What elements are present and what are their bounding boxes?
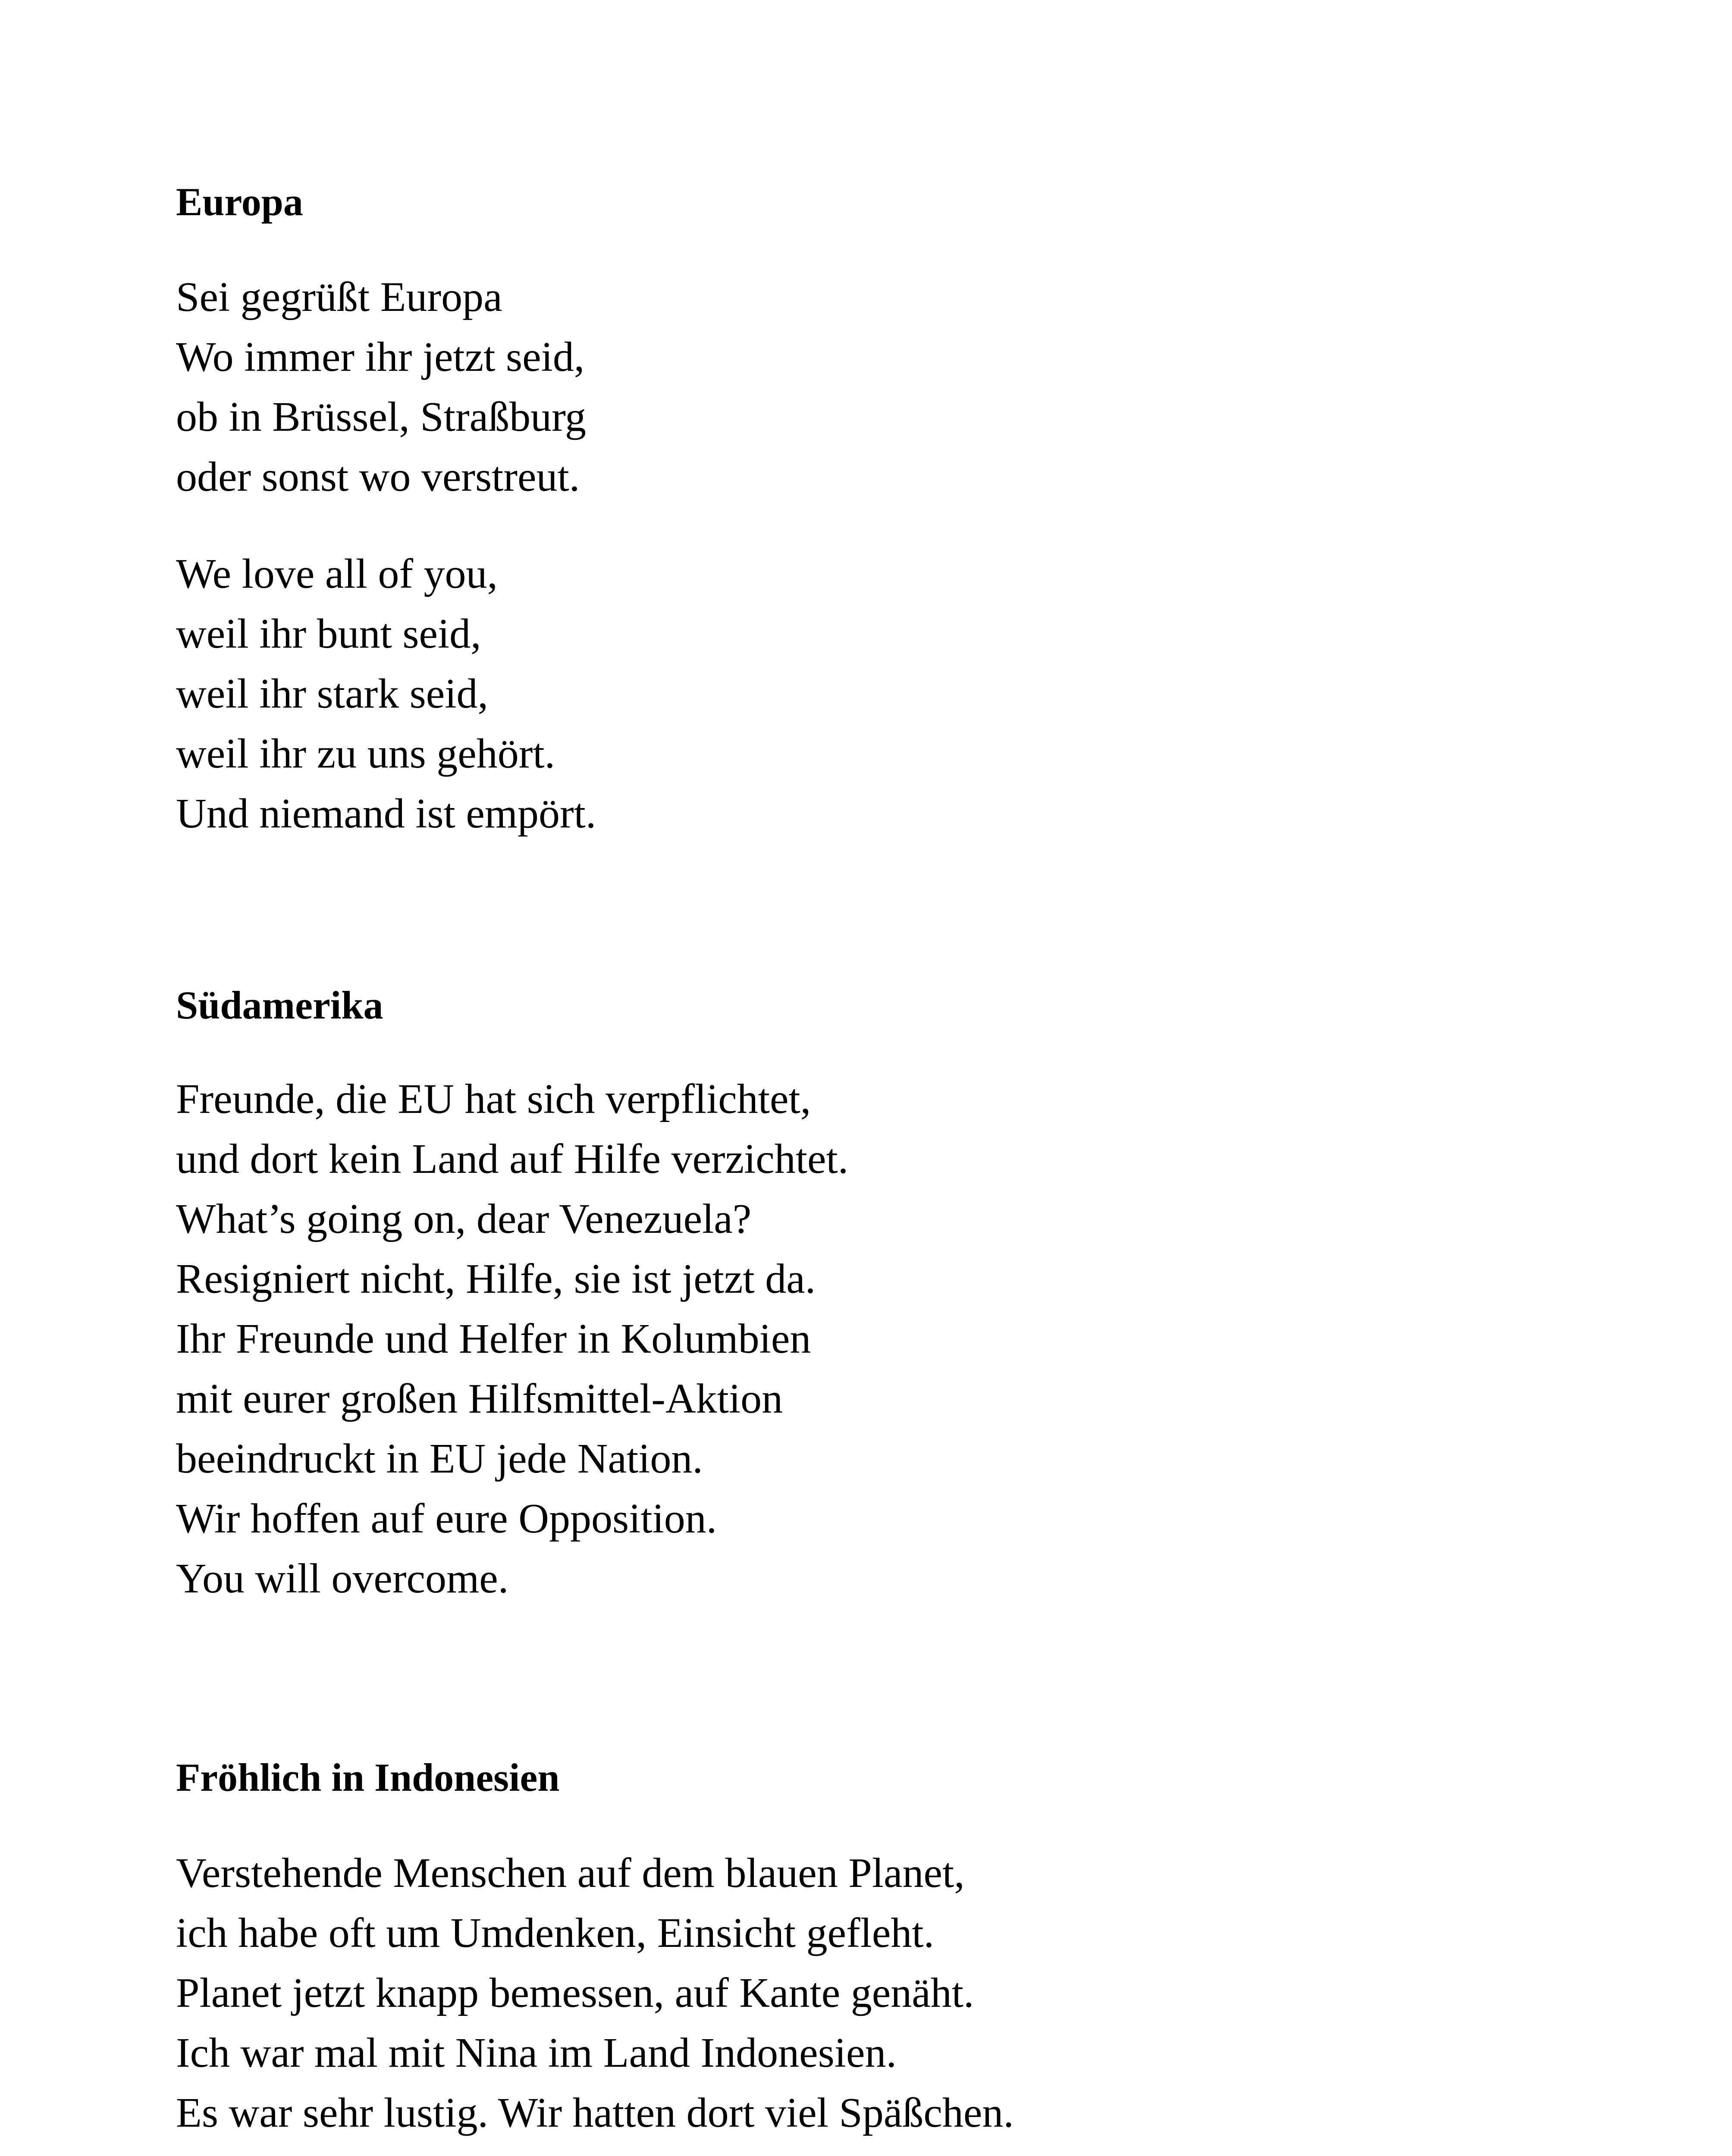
stanza-indonesien-1 <box>176 1843 1014 2143</box>
poem-title-suedamerika: Südamerika <box>176 983 383 1027</box>
verse: Verstehende Menschen auf dem blauen Planet, <box>176 1850 965 1896</box>
verse: Freunde, die EU hat sich verpflichtet, <box>176 1076 811 1122</box>
stanza-europa-1 <box>176 267 586 507</box>
verse: und dort kein Land auf Hilfe verzichtet. <box>176 1136 849 1182</box>
poem-title-europa: Europa <box>176 180 303 224</box>
verse: beeindruckt in EU jede Nation. <box>176 1435 703 1482</box>
verse: ich habe oft um Umdenken, Einsicht gefleht. <box>176 1910 935 1956</box>
verse: weil ihr bunt seid, <box>176 611 481 657</box>
verse: Sei gegrüßt Europa <box>176 274 502 320</box>
verse: Planet jetzt knapp bemessen, auf Kante genäht. <box>176 1970 974 2016</box>
verse: Wir hoffen auf eure Opposition. <box>176 1495 717 1542</box>
verse: ob in Brüssel, Straßburg <box>176 394 586 440</box>
verse: Wo immer ihr jetzt seid, <box>176 334 585 380</box>
verse: We love all of you, <box>176 551 498 597</box>
stanza-europa-2 <box>176 544 596 844</box>
verse: Resigniert nicht, Hilfe, sie ist jetzt da. <box>176 1256 816 1302</box>
verse: oder sonst wo verstreut. <box>176 454 580 500</box>
verse: weil ihr stark seid, <box>176 671 488 717</box>
verse: Ihr Freunde und Helfer in Kolumbien <box>176 1316 811 1362</box>
verse: Es war sehr lustig. Wir hatten dort viel Späßchen. <box>176 2090 1014 2136</box>
stanza-suedamerika-1 <box>176 1069 848 1609</box>
verse: Und niemand ist empört. <box>176 790 596 837</box>
poem-title-indonesien: Fröhlich in Indonesien <box>176 1755 560 1799</box>
verse: weil ihr zu uns gehört. <box>176 730 555 777</box>
verse: Ich war mal mit Nina im Land Indonesien. <box>176 2030 897 2076</box>
verse: You will overcome. <box>176 1555 509 1602</box>
verse: What’s going on, dear Venezuela? <box>176 1196 752 1242</box>
verse: mit eurer großen Hilfsmittel-Aktion <box>176 1376 783 1422</box>
